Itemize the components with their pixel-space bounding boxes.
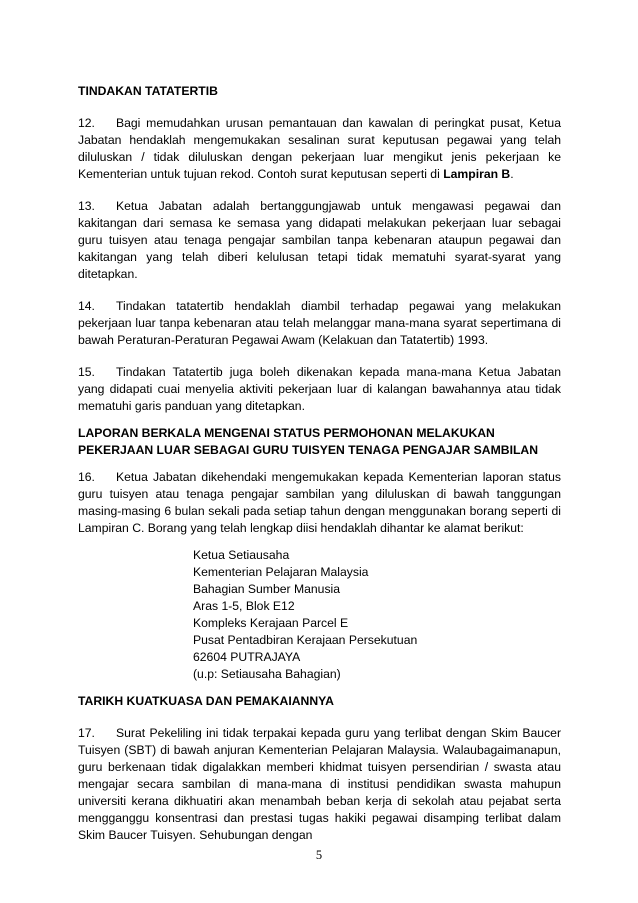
paragraph-16	[78, 469, 561, 537]
paragraph-end: .	[510, 167, 514, 181]
paragraph-text: Ketua Jabatan adalah bertanggungjawab untuk mengawasi pegawai dan kakitangan dari semasa ke semasa yang didapati melakukan pekerjaan luar sebagai guru tuisyen atau tenaga pengajar sambilan tanpa kebenaran ataupun pegawai dan kakitangan yang telah diberi kelulusan tetapi tidak mematuhi syarat-syarat yang ditetapkan.	[78, 199, 561, 281]
paragraph-text: Ketua Jabatan dikehendaki mengemukakan kepada Kementerian laporan status guru tuisyen atau tenaga pengajar sambilan yang diluluskan di bawah tanggungan masing-masing 6 bulan sekali pada setiap tahun dengan menggunakan borang seperti di Lampiran C. Borang yang telah lengkap diisi hendaklah dihantar ke alamat berikut:	[78, 470, 561, 535]
section-heading-laporan: LAPORAN BERKALA MENGENAI STATUS PERMOHONAN MELAKUKAN PEKERJAAN LUAR SEBAGAI GURU TUISYEN TENAGA PENGAJAR SAMBILAN	[78, 426, 539, 457]
paragraph-13	[78, 198, 561, 283]
mailing-address	[193, 547, 561, 683]
address-line: (u.p: Setiausaha Bahagian)	[193, 667, 341, 681]
paragraph-text: Surat Pekeliling ini tidak terpakai kepada guru yang terlibat dengan Skim Baucer Tuisyen (SBT) di bawah anjuran Kementerian Pelajaran Malaysia. Walaubagaimanapun, guru berkenaan tidak digalakkan memberi khidmat tuisyen persendirian / swasta atau mengajar secara sambilan di mana-mana di institusi pendidikan swasta mahupun universiti kerana dikhuatiri akan menambah beban kerja di sekolah atau pejabat serta mengganggu konsentrasi dan prestasi tugas hakiki pegawai disamping terlibat dalam Skim Baucer Tuisyen. Sehubungan dengan	[78, 726, 561, 842]
paragraph-15	[78, 364, 561, 415]
address-line: Aras 1-5, Blok E12	[193, 599, 295, 613]
paragraph-number: 12.	[78, 116, 95, 130]
section-heading-tarikh: TARIKH KUATKUASA DAN PEMAKAIANNYA	[78, 694, 334, 708]
paragraph-14	[78, 298, 561, 349]
address-line: Kementerian Pelajaran Malaysia	[193, 565, 369, 579]
paragraph-text: Tindakan tatatertib hendaklah diambil terhadap pegawai yang melakukan pekerjaan luar tanpa kebenaran atau telah melanggar mana-mana syarat sepertimana di bawah Peraturan-Peraturan Pegawai Awam (Kelakuan dan Tatatertib) 1993.	[78, 299, 561, 347]
paragraph-text: Bagi memudahkan urusan pemantauan dan kawalan di peringkat pusat, Ketua Jabatan hendaklah mengemukakan sesalinan surat keputusan pegawai yang telah diluluskan / tidak diluluskan dengan pekerjaan luar mengikut jenis pekerjaan ke Kementerian untuk tujuan rekod. Contoh surat keputusan seperti di	[78, 116, 561, 181]
address-line: Kompleks Kerajaan Parcel E	[193, 616, 349, 630]
address-line: Bahagian Sumber Manusia	[193, 582, 341, 596]
paragraph-text: Tindakan Tatatertib juga boleh dikenakan kepada mana-mana Ketua Jabatan yang didapati cuai menyelia aktiviti pekerjaan luar di kalangan bawahannya atau tidak mematuhi garis panduan yang ditetapkan.	[78, 365, 561, 413]
section-heading-tindakan: TINDAKAN TATATERTIB	[78, 84, 218, 98]
lampiran-b-reference: Lampiran B	[443, 167, 511, 181]
paragraph-number: 14.	[78, 299, 95, 313]
paragraph-number: 17.	[78, 726, 95, 740]
paragraph-number: 16.	[78, 470, 95, 484]
paragraph-number: 15.	[78, 365, 95, 379]
address-line: 62604 PUTRAJAYA	[193, 650, 301, 664]
paragraph-12	[78, 115, 561, 183]
paragraph-number: 13.	[78, 199, 95, 213]
paragraph-17	[78, 725, 561, 844]
address-line: Pusat Pentadbiran Kerajaan Persekutuan	[193, 633, 418, 647]
document-page	[78, 83, 561, 844]
page-number: 5	[315, 848, 323, 862]
address-line: Ketua Setiausaha	[193, 548, 290, 562]
